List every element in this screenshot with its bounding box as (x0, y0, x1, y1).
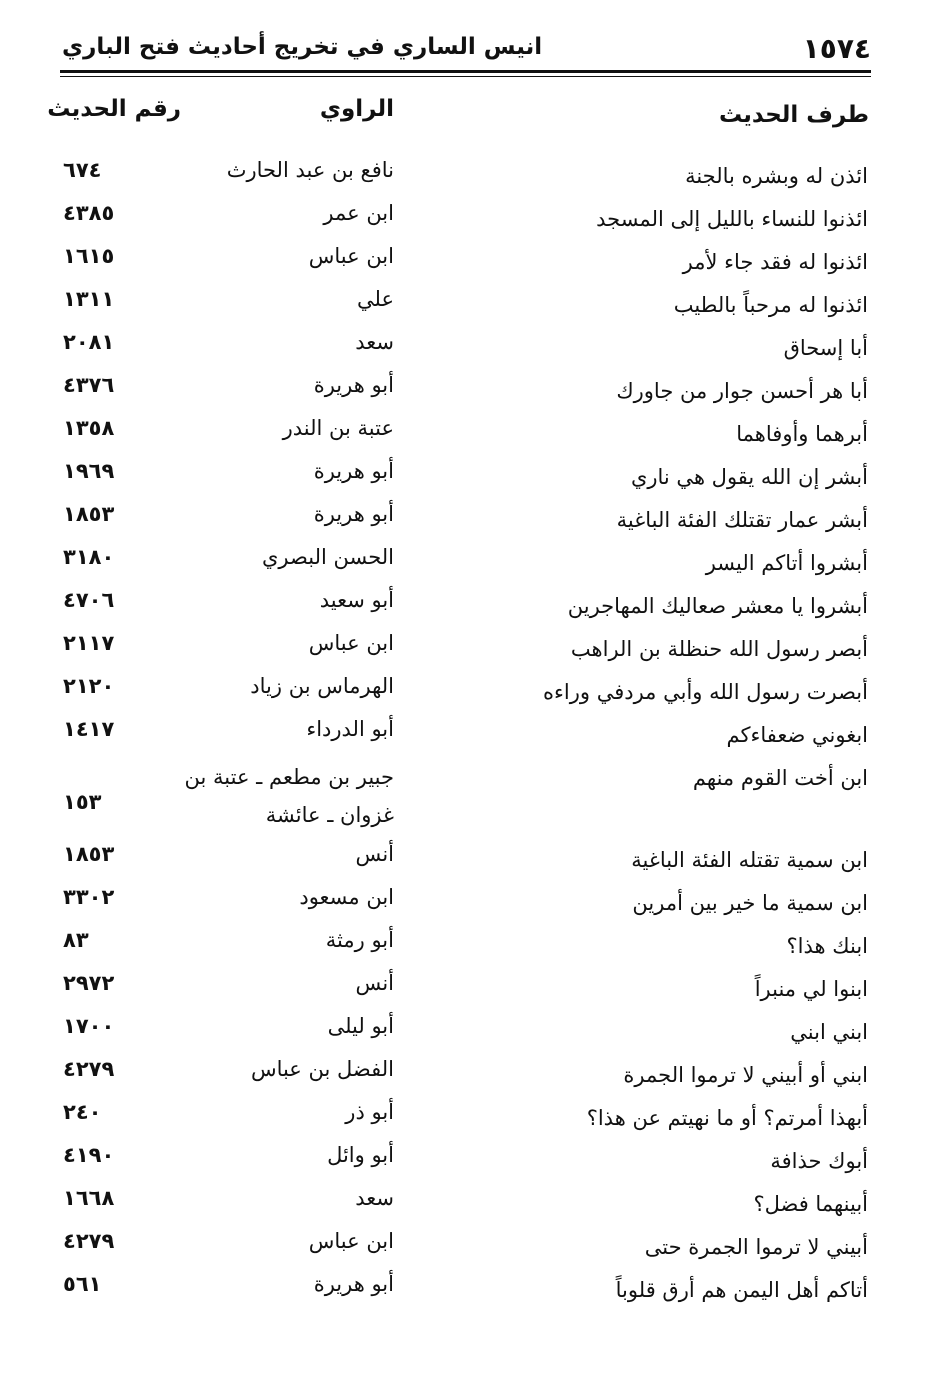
hadith-number: ١٦٦٨ (63, 1186, 115, 1210)
hadith-tarf: أبيني لا ترموا الجمرة حتى (644, 1235, 868, 1259)
hadith-rawi: أبو هريرة (313, 502, 394, 526)
hadith-number: ٢٩٧٢ (63, 971, 115, 995)
hadith-tarf: أبهذا أمرتم؟ أو ما نهيتم عن هذا؟ (586, 1106, 868, 1130)
hadith-number: ٨٣ (63, 928, 89, 952)
hadith-number: ١٣٥٨ (63, 416, 115, 440)
hadith-rawi: علي (357, 287, 394, 311)
table-row (0, 672, 943, 714)
table-row (0, 1012, 943, 1054)
hadith-number: ١٦١٥ (63, 244, 115, 268)
hadith-tarf: أبشر عمار تقتلك الفئة الباغية (616, 508, 868, 532)
hadith-tarf: أبشر إن الله يقول هي ناري (630, 465, 868, 489)
hadith-number: ٣١٨٠ (63, 545, 115, 569)
table-row (0, 199, 943, 241)
hadith-rawi: أبو هريرة (313, 373, 394, 397)
header-rule-thin (60, 76, 871, 77)
column-header-rawi: الراوي (319, 96, 394, 122)
table-row (0, 543, 943, 585)
hadith-tarf: ابن سمية ما خير بين أمرين (632, 891, 868, 915)
hadith-number: ١٩٦٩ (63, 459, 115, 483)
table-row (0, 414, 943, 456)
hadith-number: ٢١١٧ (63, 631, 115, 655)
hadith-rawi: أبو وائل (327, 1143, 394, 1167)
hadith-tarf: ائذنوا للنساء بالليل إلى المسجد (596, 207, 868, 231)
hadith-rawi: أنس (355, 842, 394, 866)
column-header-raqm: رقم الحديث (47, 96, 181, 122)
hadith-tarf: أبرهما وأوفاهما (736, 422, 868, 446)
hadith-number: ٤١٩٠ (63, 1143, 115, 1167)
hadith-number: ٤٣٧٦ (63, 373, 115, 397)
hadith-rawi: أبو هريرة (313, 459, 394, 483)
hadith-rawi: الفضل بن عباس (250, 1057, 394, 1081)
table-row (0, 715, 943, 757)
column-header-tarf: طرف الحديث (718, 102, 869, 128)
hadith-rawi: ابن عباس (308, 631, 394, 655)
hadith-rawi: أبو ذر (345, 1100, 394, 1124)
hadith-rawi: ابن عباس (308, 1229, 394, 1253)
hadith-rawi: نافع بن عبد الحارث (226, 158, 394, 182)
table-row (0, 457, 943, 499)
hadith-rawi: ابن عمر (323, 201, 394, 225)
hadith-tarf: ابنك هذا؟ (786, 934, 868, 958)
table-row (0, 328, 943, 370)
hadith-number: ٤٧٠٦ (63, 588, 115, 612)
hadith-rawi: أبو ليلى (327, 1014, 394, 1038)
hadith-number: ٦٧٤ (63, 158, 102, 182)
hadith-tarf: أبا إسحاق (783, 336, 868, 360)
hadith-tarf: أبصرت رسول الله وأبي مردفي وراءه (543, 680, 868, 704)
hadith-number: ٤٢٧٩ (63, 1229, 115, 1253)
hadith-rawi: أبو رمثة (325, 928, 394, 952)
hadith-number: ٥٦١ (63, 1272, 102, 1296)
hadith-rawi: جبير بن مطعم ـ عتبة بن غزوان ـ عائشة (184, 765, 394, 827)
running-header (62, 32, 871, 72)
table-row (0, 969, 943, 1011)
hadith-rawi: سعد (355, 330, 394, 354)
hadith-tarf: أتاكم أهل اليمن هم أرق قلوباً (615, 1278, 868, 1302)
table-row (0, 371, 943, 413)
hadith-tarf: ابني أو أبيني لا ترموا الجمرة (623, 1063, 868, 1087)
hadith-tarf: ابنوا لي منبراً (754, 977, 868, 1001)
hadith-tarf: ائذنوا له مرحباً بالطيب (673, 293, 868, 317)
table-row (0, 629, 943, 671)
hadith-tarf: ائذن له وبشره بالجنة (685, 164, 868, 188)
hadith-tarf: أبينهما فضل؟ (753, 1192, 868, 1216)
table-row (0, 1098, 943, 1140)
hadith-tarf: ابني ابني (790, 1020, 868, 1044)
hadith-tarf: أبصر رسول الله حنظلة بن الراهب (570, 637, 868, 661)
hadith-number: ١٨٥٣ (63, 502, 115, 526)
hadith-number: ١٣١١ (63, 287, 115, 311)
hadith-rawi: أبو هريرة (313, 1272, 394, 1296)
hadith-number: ١٨٥٣ (63, 842, 115, 866)
hadith-number: ١٥٣ (63, 790, 102, 814)
hadith-number: ٢٠٨١ (63, 330, 115, 354)
table-row (0, 586, 943, 628)
hadith-rawi: أبو الدرداء (306, 717, 394, 741)
hadith-rawi: ابن مسعود (299, 885, 394, 909)
hadith-tarf: أبشروا يا معشر صعاليك المهاجرين (567, 594, 868, 618)
hadith-tarf: ابغوني ضعفاءكم (726, 723, 868, 747)
table-row (0, 242, 943, 284)
hadith-tarf: ائذنوا له فقد جاء لأمر (682, 250, 868, 274)
hadith-rawi: الهرماس بن زياد (250, 674, 394, 698)
table-row (0, 1055, 943, 1097)
hadith-rawi: أبو سعيد (319, 588, 394, 612)
hadith-number: ٣٣٠٢ (63, 885, 115, 909)
hadith-rawi: أنس (355, 971, 394, 995)
table-row (0, 500, 943, 542)
hadith-tarf: أبشروا أتاكم اليسر (705, 551, 868, 575)
hadith-tarf: ابن سمية تقتله الفئة الباغية (631, 848, 868, 872)
hadith-rawi: سعد (355, 1186, 394, 1210)
hadith-number: ٤٢٧٩ (63, 1057, 115, 1081)
table-row (0, 758, 943, 827)
page-number: ١٥٧٤ (802, 32, 871, 65)
table-row (0, 840, 943, 882)
hadith-number: ٤٣٨٥ (63, 201, 115, 225)
header-rule-thick (60, 70, 871, 73)
table-row (0, 1184, 943, 1226)
table-row (0, 1227, 943, 1269)
table-row (0, 285, 943, 327)
table-row (0, 926, 943, 968)
hadith-number: ١٧٠٠ (63, 1014, 115, 1038)
table-row (0, 1270, 943, 1312)
hadith-rawi: ابن عباس (308, 244, 394, 268)
hadith-rawi: الحسن البصري (262, 545, 394, 569)
hadith-rawi: عتبة بن الندر (282, 416, 394, 440)
hadith-tarf: أبوك حذافة (770, 1149, 868, 1173)
book-title: انيس الساري في تخريج أحاديث فتح الباري (62, 34, 543, 60)
table-row (0, 883, 943, 925)
hadith-number: ٢٤٠ (63, 1100, 102, 1124)
hadith-tarf: أبا هر أحسن جوار من جاورك (616, 379, 868, 403)
hadith-number: ٢١٢٠ (63, 674, 115, 698)
table-row (0, 156, 943, 198)
hadith-tarf: ابن أخت القوم منهم (692, 766, 868, 790)
hadith-number: ١٤١٧ (63, 717, 115, 741)
table-row (0, 1141, 943, 1183)
